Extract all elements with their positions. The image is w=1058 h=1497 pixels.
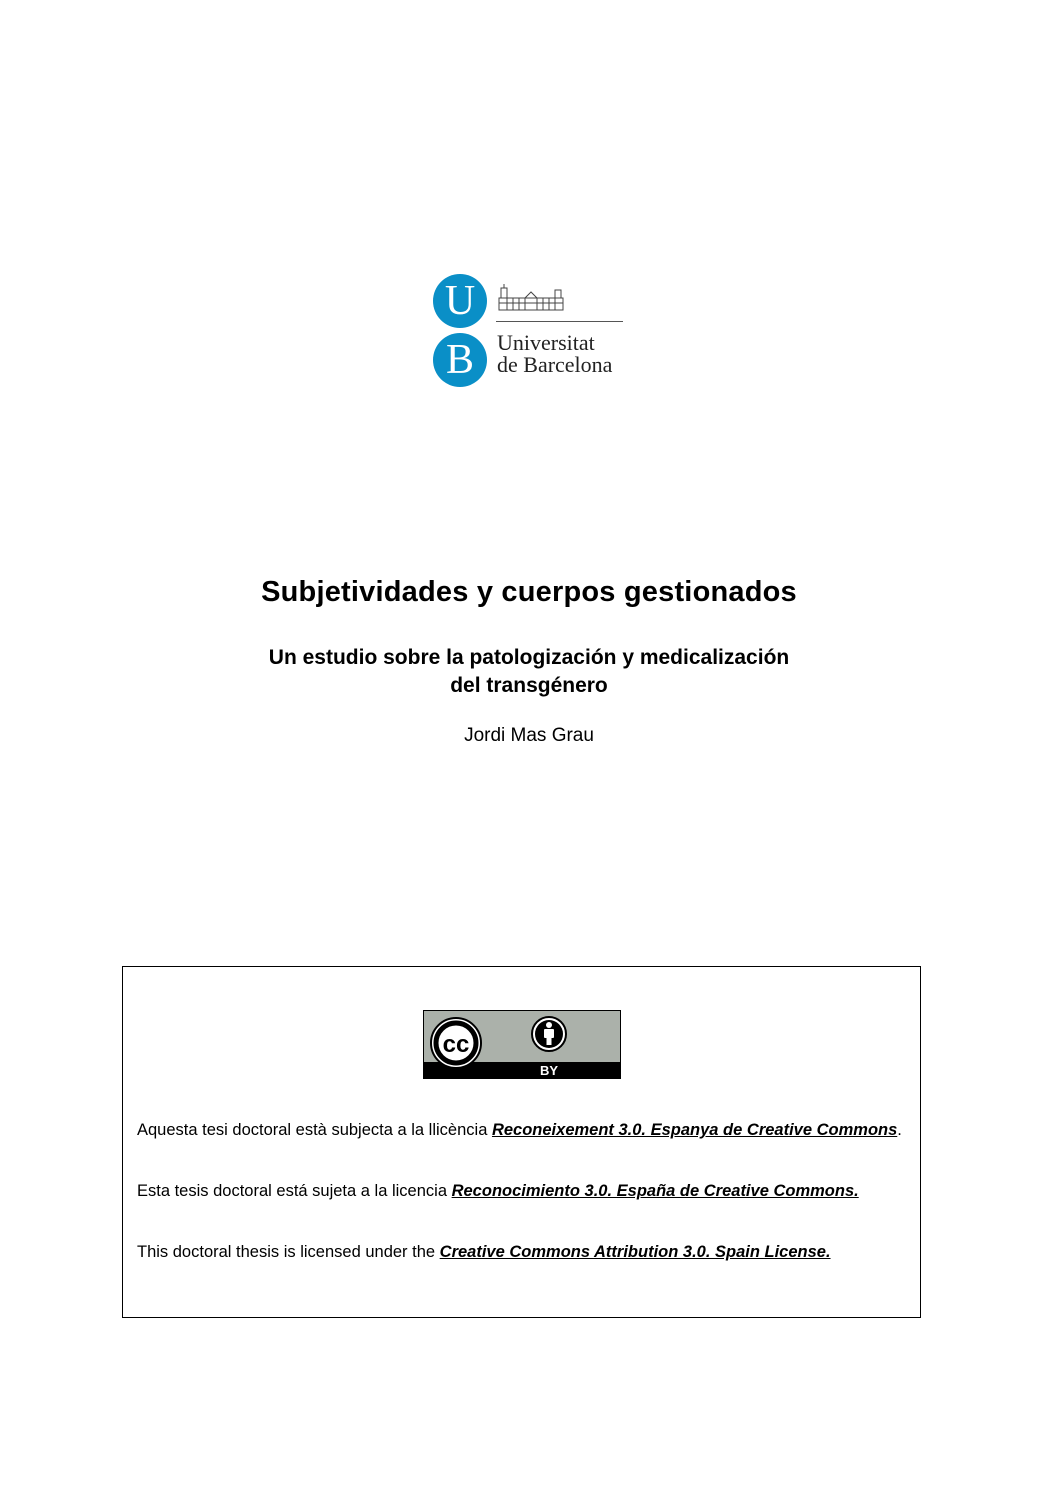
thesis-subtitle (0, 644, 1058, 700)
license-en-link[interactable]: Creative Commons Attribution 3.0. Spain License. (439, 1243, 831, 1261)
subtitle-line2: del transgénero (450, 674, 608, 697)
license-text-catalan (137, 1120, 910, 1141)
thesis-title: Subjetividades y cuerpos gestionados (261, 576, 797, 608)
license-ca-prefix: Aquesta tesi doctoral està subjecta a la llicència (137, 1121, 492, 1139)
university-name-line1: Universitat (497, 330, 595, 355)
license-text-english (137, 1242, 910, 1263)
logo-divider (496, 321, 623, 322)
license-text-spanish (137, 1181, 910, 1202)
subtitle-line1: Un estudio sobre la patologización y medicalización (268, 646, 790, 669)
logo-b-circle: B (433, 333, 487, 387)
by-badge-text: BY (539, 1063, 559, 1078)
license-ca-link[interactable]: Reconeixement 3.0. Espanya de Creative Commons (491, 1121, 898, 1139)
license-en-prefix: This doctoral thesis is licensed under the (137, 1243, 440, 1261)
building-icon (497, 282, 567, 312)
university-name (497, 332, 612, 376)
cc-by-badge[interactable] (423, 1010, 621, 1079)
license-es-link[interactable]: Reconocimiento 3.0. España de Creative Commons. (451, 1182, 859, 1200)
license-ca-suffix: . (897, 1121, 902, 1139)
logo-u-circle: U (433, 274, 487, 328)
cc-badge-text: cc (442, 1031, 470, 1058)
license-box (122, 966, 921, 1318)
university-logo (433, 274, 633, 390)
license-es-prefix: Esta tesis doctoral está sujeta a la licencia (137, 1182, 452, 1200)
university-name-line2: de Barcelona (497, 352, 613, 377)
author-name: Jordi Mas Grau (464, 725, 594, 746)
